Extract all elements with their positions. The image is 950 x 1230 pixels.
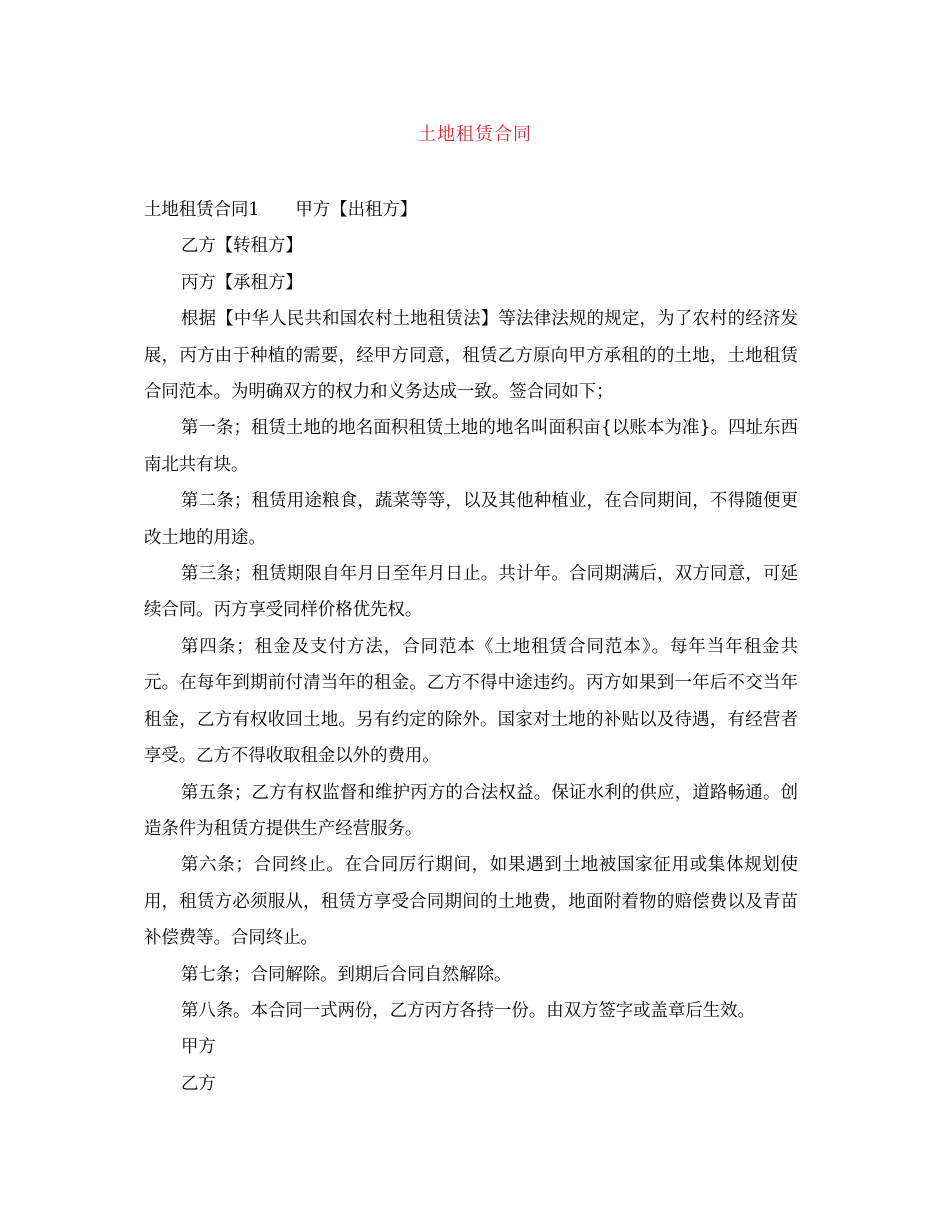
signature-party-a: 甲方 xyxy=(181,1037,216,1058)
article-8: 第八条。本合同一式两份，乙方丙方各持一份。由双方签字或盖章后生效。 xyxy=(181,1000,755,1021)
signature-party-b: 乙方 xyxy=(181,1073,216,1094)
article-4: 第四条；租金及支付方法，合同范本《土地租赁合同范本》。每年当年租金共元。在每年到期前付清当年的租金。乙方不得中途违约。丙方如果到一年后不交当年租金，乙方有权收回土地。另有约定的除外。国家对土地的补贴以及待遇，有经营者享受。乙方不得收取租金以外的费用。 xyxy=(144,636,798,767)
preamble-paragraph: 根据【中华人民共和国农村土地租赁法】等法律法规的规定，为了农村的经济发展，丙方由于种植的需要，经甲方同意，租赁乙方原向甲方承租的的土地，土地租赁合同范本。为明确双方的权力和义务达成一致。签合同如下； xyxy=(144,309,798,403)
document-title: 土地租赁合同 xyxy=(418,124,532,145)
document-body xyxy=(144,192,798,1102)
party-a-line: 甲方【出租方】 xyxy=(295,200,418,220)
article-6: 第六条；合同终止。在合同厉行期间，如果遇到土地被国家征用或集体规划使用，租赁方必须服从，租赁方享受合同期间的土地费，地面附着物的赔偿费以及青苗补偿费等。合同终止。 xyxy=(144,855,798,949)
party-c-line: 丙方【承租方】 xyxy=(181,272,303,293)
article-7: 第七条；合同解除。到期后合同自然解除。 xyxy=(181,964,512,985)
heading-line xyxy=(144,192,798,228)
article-2: 第二条；租赁用途粮食，蔬菜等等，以及其他种植业，在合同期间，不得随便更改土地的用途。 xyxy=(144,491,798,548)
party-b-line: 乙方【转租方】 xyxy=(181,236,303,257)
article-3: 第三条；租赁期限自年月日至年月日止。共计年。合同期满后，双方同意，可延续合同。丙方享受同样价格优先权。 xyxy=(144,564,798,621)
article-1: 第一条；租赁土地的地名面积租赁土地的地名叫面积亩{以账本为准}。四址东西南北共有块。 xyxy=(144,418,798,475)
article-5: 第五条；乙方有权监督和维护丙方的合法权益。保证水利的供应，道路畅通。创造条件为租赁方提供生产经营服务。 xyxy=(144,782,798,839)
contract-heading-label: 土地租赁合同1 xyxy=(144,200,260,220)
